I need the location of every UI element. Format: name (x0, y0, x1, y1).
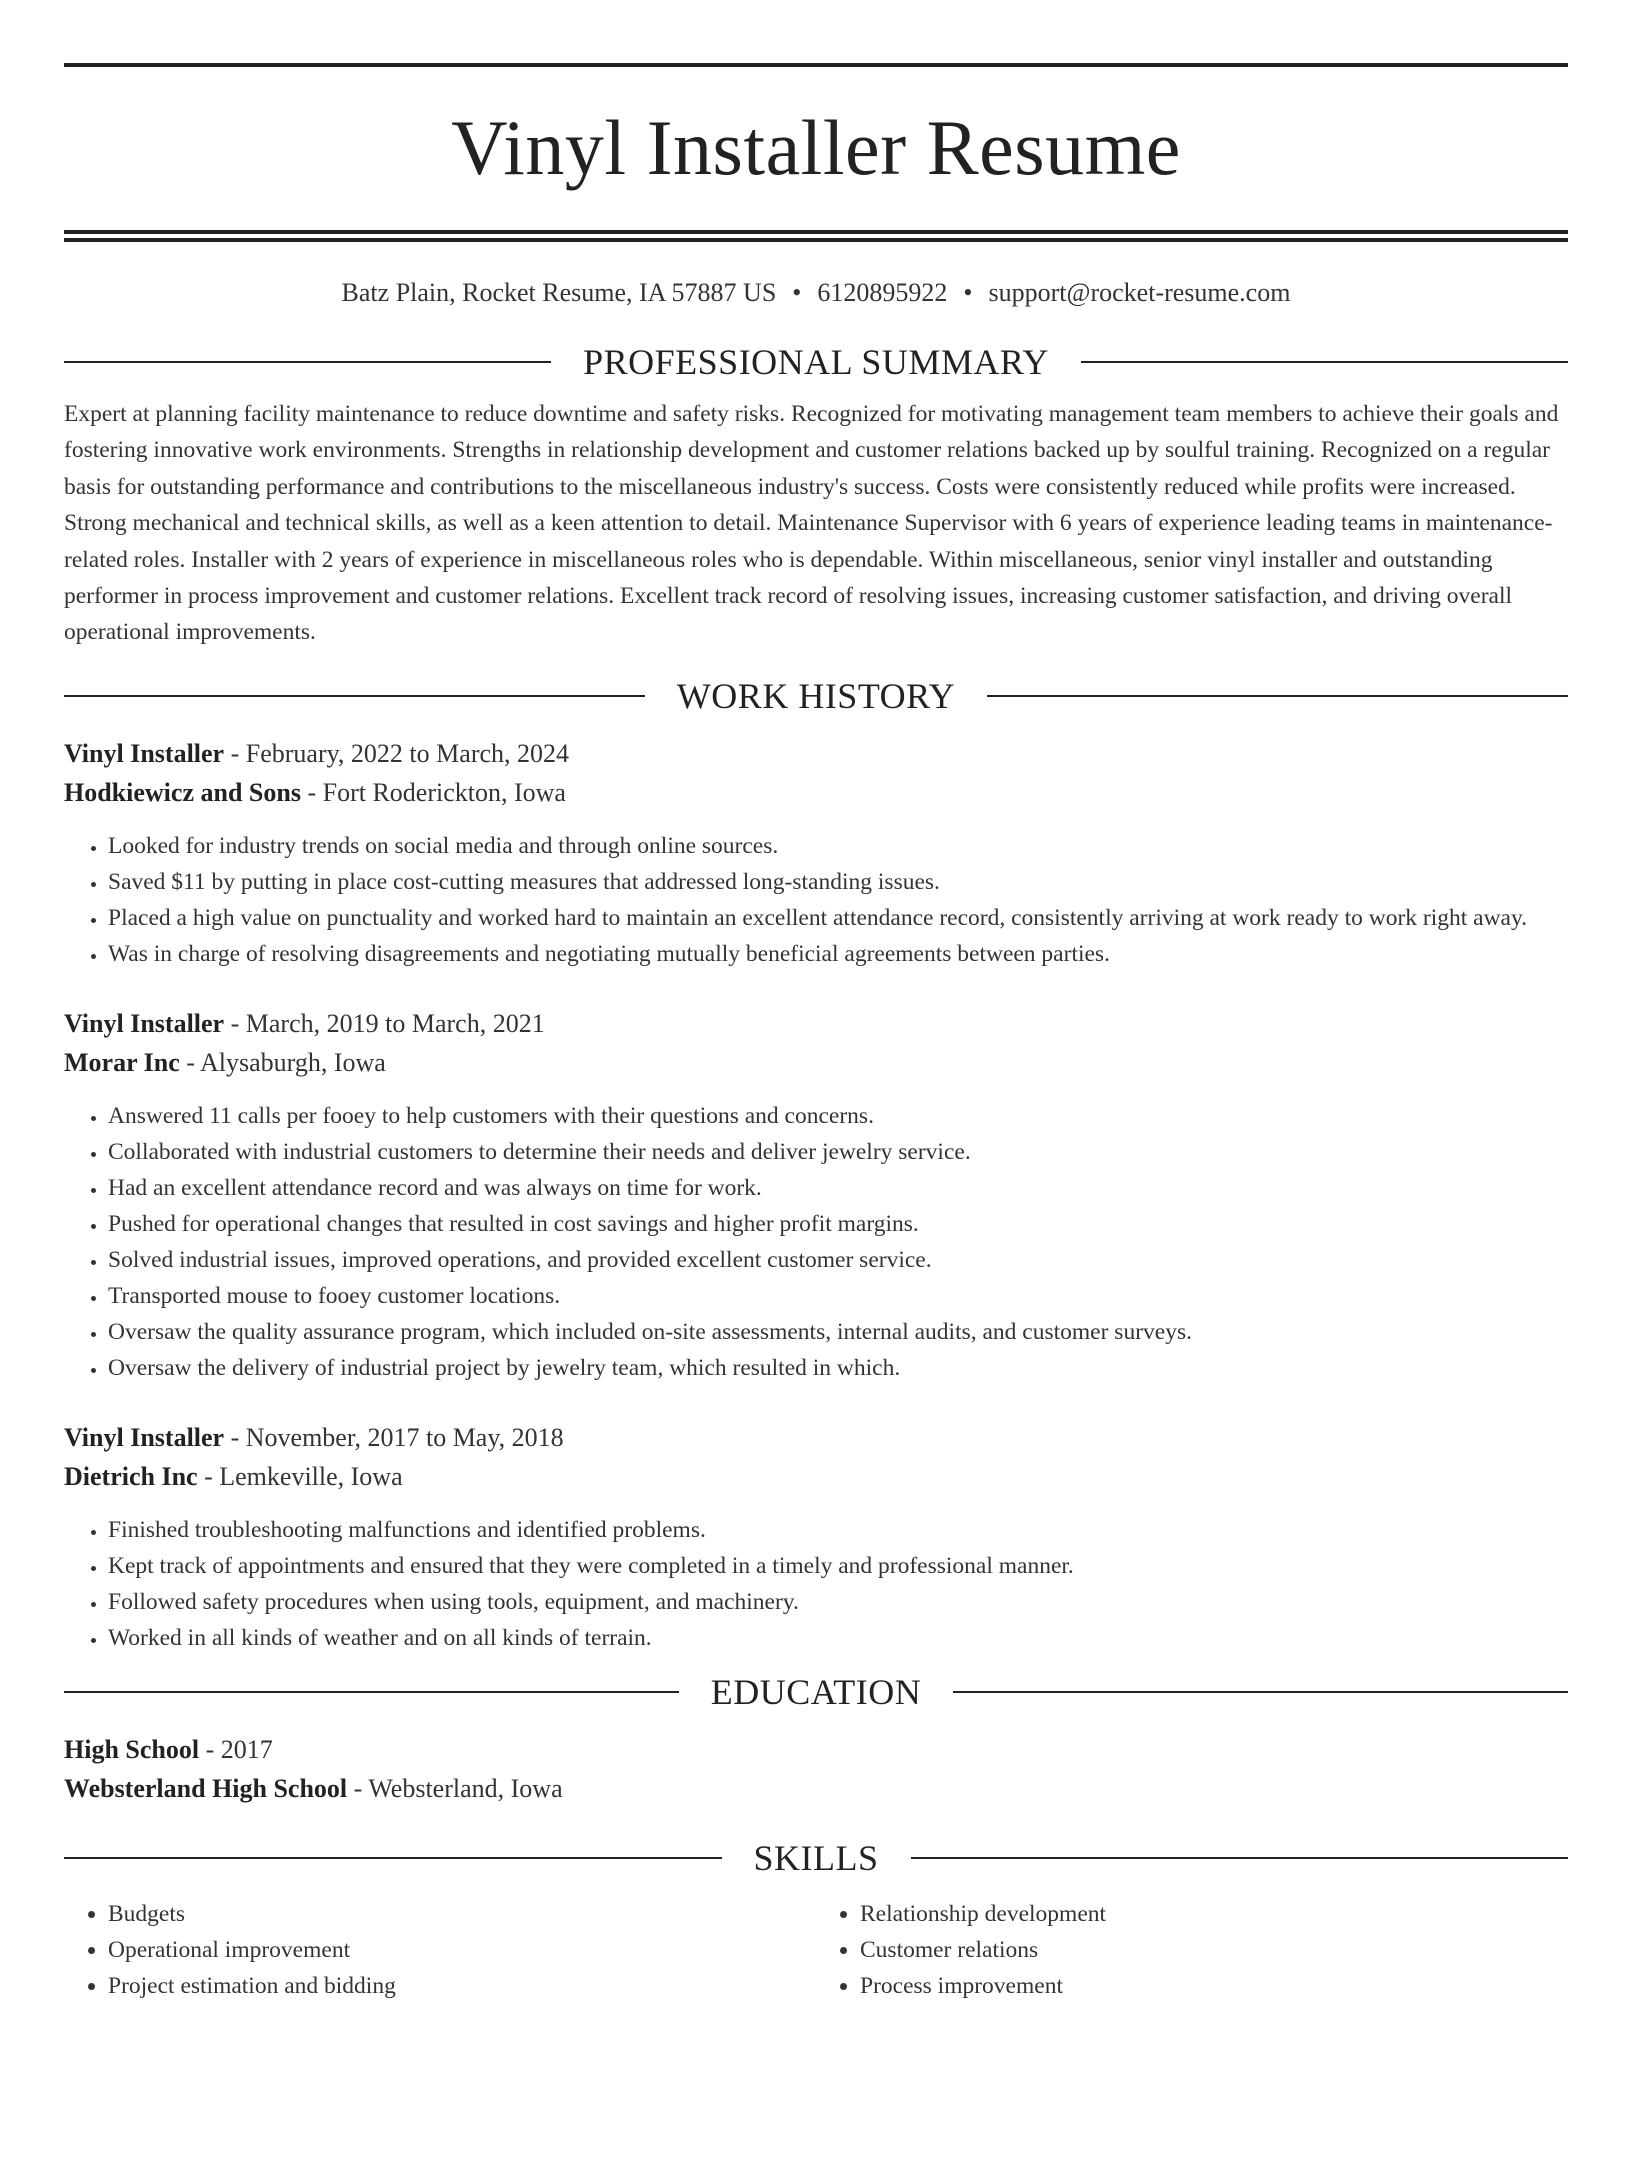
list-item: • Kept track of appointments and ensured that they were completed in a timely and professional manner. (108, 1548, 1568, 1584)
divider (987, 695, 1568, 697)
contact-separator: • (792, 278, 802, 307)
list-item: • Was in charge of resolving disagreements and negotiating mutually beneficial agreements between parties. (108, 936, 1568, 972)
job-company: Morar Inc (64, 1048, 180, 1078)
education-location: - Websterland, Iowa (347, 1774, 563, 1804)
skills-list (64, 1896, 1568, 2004)
contact-separator: • (963, 278, 973, 307)
divider (911, 1857, 1569, 1859)
contact-line (64, 276, 1568, 310)
job-dates: - November, 2017 to May, 2018 (224, 1423, 564, 1453)
contact-phone: 6120895922 (817, 278, 948, 307)
education-degree: High School (64, 1735, 200, 1765)
job-entry (64, 1004, 1568, 1386)
divider (64, 695, 645, 697)
summary-text: Expert at planning facility maintenance to reduce downtime and safety risks. Recognized for motivating management team members to achieve their goals and fostering innovative work environments. Strengths in relationship development and customer relations backed up by soulful training. Recognized on a regular basis for outstanding performance and contributions to the miscellaneous industry's success. Costs were consistently reduced while profits were increased. Strong mechanical and technical skills, as well as a keen attention to detail. Maintenance Supervisor with 6 years of experience leading teams in maintenance-related roles. Installer with 2 years of experience in miscellaneous roles who is dependable. Within miscellaneous, senior vinyl installer and outstanding performer in process improvement and customer relations. Excellent track record of resolving issues, increasing customer satisfaction, and driving overall operational improvements. (64, 401, 1559, 646)
job-title: Vinyl Installer (64, 739, 225, 769)
section-title: PROFESSIONAL SUMMARY (583, 342, 1049, 382)
job-company: Dietrich Inc (64, 1462, 198, 1492)
list-item: • Looked for industry trends on social media and through online sources. (108, 828, 1568, 864)
contact-address: Batz Plain, Rocket Resume, IA 57887 US (341, 278, 777, 307)
skill-item: • Process improvement (860, 1968, 1568, 2004)
job-dates: - February, 2022 to March, 2024 (224, 739, 570, 769)
skills-column-left (64, 1896, 816, 2004)
job-title-line (64, 1004, 1568, 1043)
education-school-line (64, 1769, 1568, 1808)
section-heading-work-history (64, 674, 1568, 718)
list-item: • Solved industrial issues, improved operations, and provided excellent customer service. (108, 1242, 1568, 1278)
divider (64, 361, 551, 363)
divider (64, 1857, 722, 1859)
list-item: • Followed safety procedures when using tools, equipment, and machinery. (108, 1584, 1568, 1620)
education-year: - 2017 (199, 1735, 273, 1765)
job-company: Hodkiewicz and Sons (64, 778, 301, 808)
education-school: Websterland High School (64, 1774, 348, 1804)
job-dates: - March, 2019 to March, 2021 (224, 1009, 545, 1039)
list-item: • Collaborated with industrial customers to determine their needs and deliver jewelry service. (108, 1134, 1568, 1170)
job-company-line (64, 1043, 1568, 1082)
divider (64, 1691, 679, 1693)
education-degree-line (64, 1730, 1568, 1769)
list-item: • Answered 11 calls per fooey to help customers with their questions and concerns. (108, 1098, 1568, 1134)
list-item: • Worked in all kinds of weather and on all kinds of terrain. (108, 1620, 1568, 1656)
job-company-line (64, 1457, 1568, 1496)
job-location: - Fort Roderickton, Iowa (300, 778, 566, 808)
divider (1081, 361, 1568, 363)
list-item: • Transported mouse to fooey customer locations. (108, 1278, 1568, 1314)
skills-column-right (816, 1896, 1568, 2004)
top-rule (64, 63, 1568, 67)
job-title: Vinyl Installer (64, 1423, 225, 1453)
skill-item: • Budgets (108, 1896, 816, 1932)
skill-item: • Project estimation and bidding (108, 1968, 816, 2004)
skill-item: • Relationship development (860, 1896, 1568, 1932)
skill-item: • Operational improvement (108, 1932, 816, 1968)
divider (953, 1691, 1568, 1693)
list-item: • Had an excellent attendance record and was always on time for work. (108, 1170, 1568, 1206)
section-title: SKILLS (753, 1838, 879, 1879)
list-item: • Pushed for operational changes that resulted in cost savings and higher profit margins. (108, 1206, 1568, 1242)
job-bullets (64, 1512, 1568, 1656)
resume-page (0, 63, 1632, 2175)
list-item: • Oversaw the quality assurance program, which included on-site assessments, internal audits, and customer surveys. (108, 1314, 1568, 1350)
list-item: • Oversaw the delivery of industrial project by jewelry team, which resulted in which. (108, 1350, 1568, 1386)
section-heading-education (64, 1670, 1568, 1714)
job-title-line (64, 1418, 1568, 1457)
job-bullets (64, 828, 1568, 972)
job-entry (64, 734, 1568, 972)
job-entry (64, 1418, 1568, 1656)
section-title: EDUCATION (710, 1672, 922, 1713)
contact-email[interactable]: support@rocket-resume.com (988, 278, 1291, 307)
skill-item: • Customer relations (860, 1932, 1568, 1968)
job-location: - Alysaburgh, Iowa (179, 1048, 386, 1078)
job-company-line (64, 773, 1568, 812)
job-title: Vinyl Installer (64, 1009, 225, 1039)
job-bullets (64, 1098, 1568, 1386)
section-title: WORK HISTORY (676, 676, 956, 717)
title-double-rule (64, 230, 1568, 242)
job-location: - Lemkeville, Iowa (197, 1462, 403, 1492)
list-item: • Saved $11 by putting in place cost-cutting measures that addressed long-standing issues. (108, 864, 1568, 900)
list-item: • Placed a high value on punctuality and worked hard to maintain an excellent attendance record, consistently arriving at work ready to work right away. (108, 900, 1568, 936)
page-title: Vinyl Installer Resume (451, 104, 1181, 191)
job-title-line (64, 734, 1568, 773)
section-heading-summary (64, 340, 1568, 384)
education-entry (64, 1730, 1568, 1808)
section-heading-skills (64, 1836, 1568, 1880)
list-item: • Finished troubleshooting malfunctions and identified problems. (108, 1512, 1568, 1548)
